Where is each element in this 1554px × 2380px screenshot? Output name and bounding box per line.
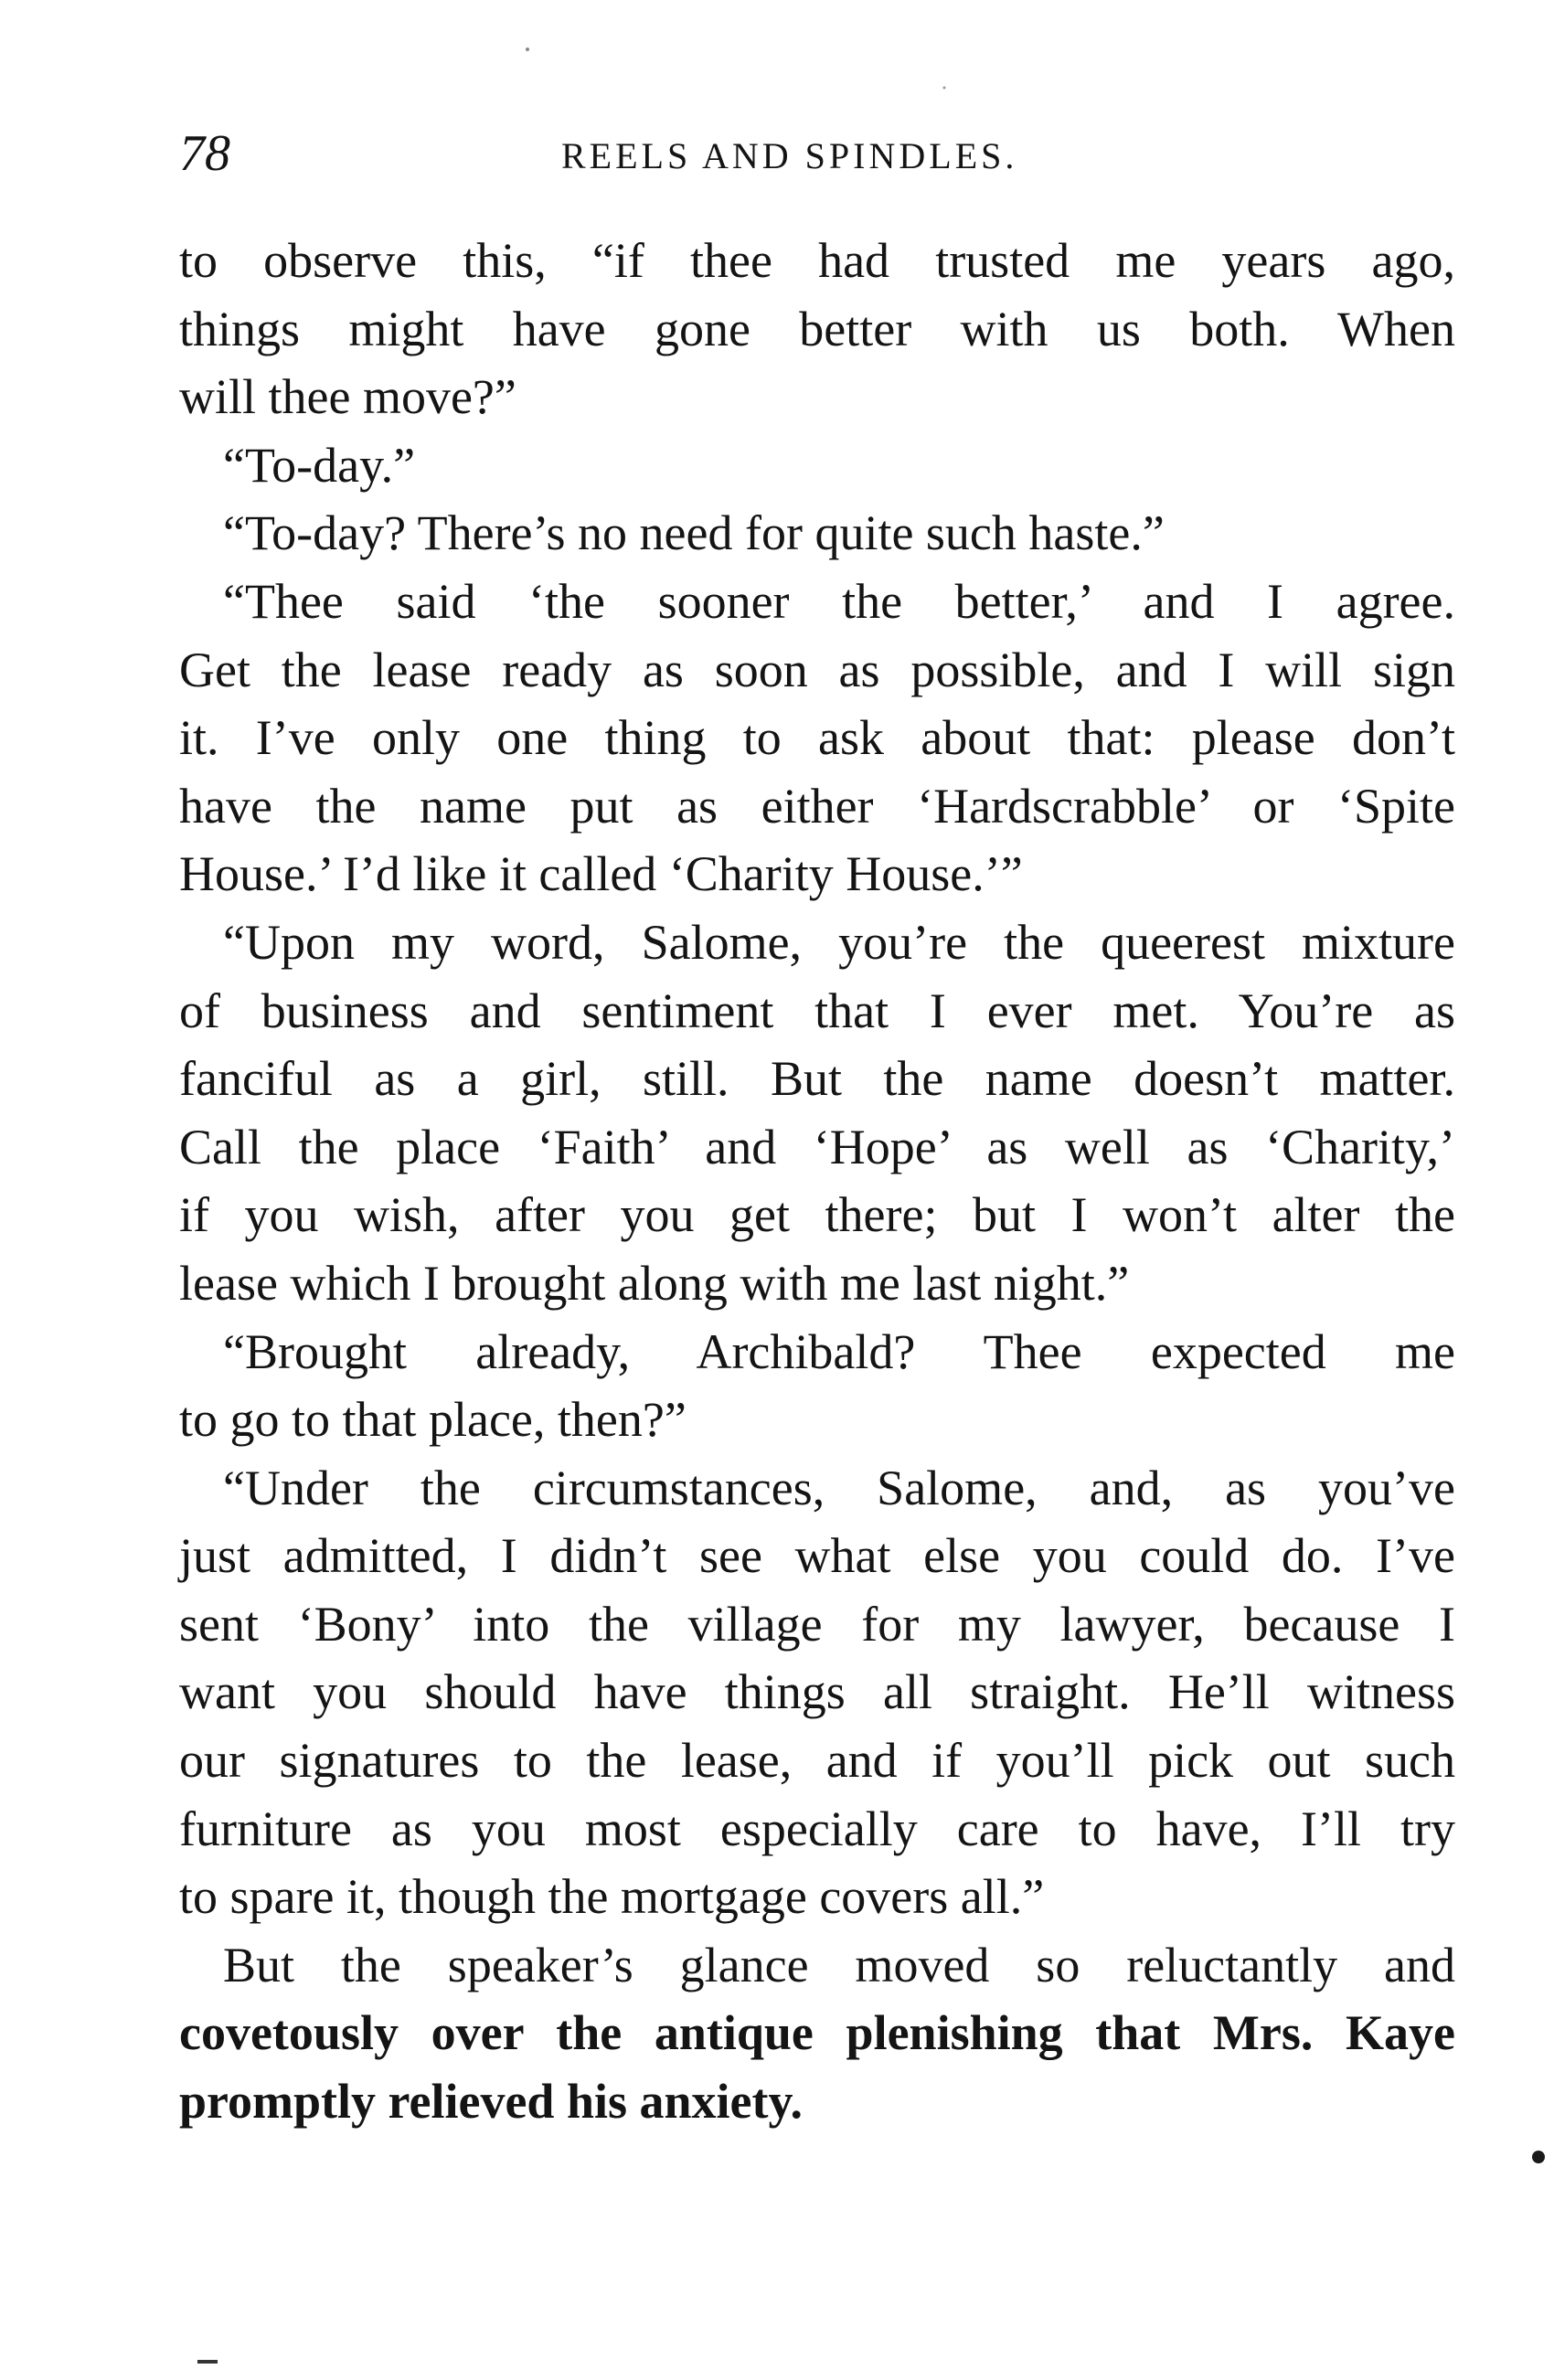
ink-speck	[197, 2360, 218, 2364]
text-line: Get the lease ready as soon as possible, and I will sign	[179, 642, 1455, 697]
ink-speck	[526, 48, 529, 51]
ink-speck	[1532, 2151, 1545, 2163]
text-line: to go to that place, then?”	[179, 1392, 687, 1448]
text-line: “To-day.”	[223, 437, 416, 493]
text-line: fanciful as a girl, still. But the name doesn’t matter.	[179, 1051, 1455, 1107]
running-head	[179, 117, 1459, 190]
text-line: sent ‘Bony’ into the village for my lawyer, because I	[179, 1596, 1455, 1652]
text-line: But the speaker’s glance moved so reluctantly and	[223, 1937, 1455, 1992]
text-line: House.’ I’d like it called ‘Charity House.’”	[179, 846, 1023, 902]
text-line: it. I’ve only one thing to ask about that: please don’t	[179, 710, 1455, 766]
text-line: just admitted, I didn’t see what else you could do. I’ve	[179, 1528, 1455, 1584]
page-number: 78	[179, 125, 230, 182]
text-line: “Brought already, Archibald? Thee expected me	[223, 1323, 1455, 1379]
ink-speck	[943, 87, 946, 90]
body-text	[179, 227, 1455, 2136]
text-line: furniture as you most especially care to have, I’ll try	[179, 1801, 1455, 1856]
text-line: have the name put as either ‘Hardscrabble’ or ‘Spite	[179, 778, 1455, 834]
text-line: “Under the circumstances, Salome, and, as you’ve	[223, 1460, 1455, 1515]
text-line: our signatures to the lease, and if you’ll pick out such	[179, 1733, 1455, 1789]
running-title: REELS AND SPINDLES.	[561, 135, 1018, 176]
text-line: Call the place ‘Faith’ and ‘Hope’ as well as ‘Charity,’	[179, 1119, 1455, 1174]
text-line: to observe this, “if thee had trusted me years ago,	[179, 233, 1455, 288]
text-line: want you should have things all straight. He’ll witness	[179, 1664, 1455, 1720]
text-line: lease which I brought along with me last night.”	[179, 1255, 1130, 1311]
text-line: covetously over the antique plenishing that Mrs. Kaye	[179, 2005, 1455, 2061]
text-line: if you wish, after you get there; but I won’t alter the	[179, 1187, 1455, 1243]
text-line: “To-day? There’s no need for quite such haste.”	[223, 505, 1165, 561]
text-line: “Thee said ‘the sooner the better,’ and I agree.	[223, 573, 1455, 629]
text-line: will thee move?”	[179, 369, 516, 425]
text-line: to spare it, though the mortgage covers all.”	[179, 1869, 1045, 1925]
text-line: promptly relieved his anxiety.	[179, 2074, 804, 2130]
text-line: of business and sentiment that I ever met. You’re as	[179, 983, 1455, 1038]
text-line: things might have gone better with us both. When	[179, 301, 1455, 356]
text-line: “Upon my word, Salome, you’re the queerest mixture	[223, 914, 1455, 970]
